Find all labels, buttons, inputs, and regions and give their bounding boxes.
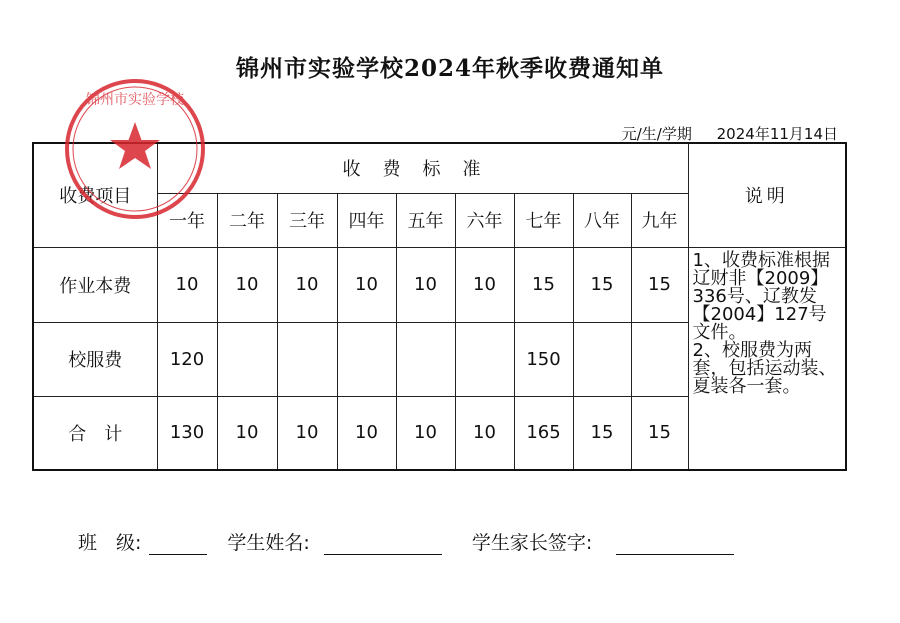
grade-header: 二年 xyxy=(217,193,277,247)
fee-cell xyxy=(573,322,631,396)
class-label: 班 级: xyxy=(78,532,142,554)
fee-cell: 15 xyxy=(514,247,573,322)
fee-cell: 120 xyxy=(157,322,217,396)
student-name-input-line[interactable] xyxy=(324,534,442,555)
fee-cell: 150 xyxy=(514,322,573,396)
grade-header: 七年 xyxy=(514,193,573,247)
student-name-label: 学生姓名: xyxy=(227,532,310,554)
date-label: 2024年11月14日 xyxy=(716,125,838,143)
fee-cell: 130 xyxy=(157,396,217,470)
parent-signature-label: 学生家长签字: xyxy=(471,532,593,554)
fee-cell: 10 xyxy=(455,396,514,470)
fee-cell xyxy=(217,322,277,396)
fee-cell: 10 xyxy=(396,247,455,322)
signature-footer xyxy=(78,528,734,555)
fee-cell xyxy=(455,322,514,396)
grade-header: 九年 xyxy=(631,193,688,247)
note-item: 2、校服费为两套，包括运动装、夏装各一套。 xyxy=(692,339,837,397)
fee-cell: 10 xyxy=(277,396,337,470)
grade-header: 一年 xyxy=(157,193,217,247)
fee-cell: 15 xyxy=(573,247,631,322)
grade-header: 五年 xyxy=(396,193,455,247)
row-label: 校服费 xyxy=(33,322,157,396)
fee-cell xyxy=(396,322,455,396)
table-row xyxy=(33,247,846,322)
seal-text: 锦州市实验学校 xyxy=(86,92,184,108)
fee-cell: 10 xyxy=(337,247,396,322)
grade-header: 六年 xyxy=(455,193,514,247)
grade-header: 四年 xyxy=(337,193,396,247)
fee-cell: 15 xyxy=(573,396,631,470)
fee-cell: 10 xyxy=(455,247,514,322)
standard-header: 收费标准 xyxy=(157,143,688,193)
fee-cell xyxy=(337,322,396,396)
class-input-line[interactable] xyxy=(149,534,207,555)
note-header: 说明 xyxy=(688,143,846,247)
page-title: 锦州市实验学校2024年秋季收费通知单 xyxy=(235,55,664,82)
fee-cell: 15 xyxy=(631,247,688,322)
header-meta xyxy=(602,123,838,144)
row-label: 合 计 xyxy=(33,396,157,470)
star-icon xyxy=(110,122,160,169)
grade-header: 三年 xyxy=(277,193,337,247)
row-label: 作业本费 xyxy=(33,247,157,322)
fee-cell: 10 xyxy=(217,396,277,470)
unit-label: 元/生/学期 xyxy=(621,125,692,143)
note-item: 1、收费标准根据辽财非【2009】336号、辽教发【2004】127号文件。 xyxy=(692,249,830,343)
grade-header: 八年 xyxy=(573,193,631,247)
fee-cell: 10 xyxy=(277,247,337,322)
fee-cell: 10 xyxy=(217,247,277,322)
item-header: 收费项目 xyxy=(33,143,157,247)
school-seal xyxy=(62,76,208,222)
fee-cell: 10 xyxy=(396,396,455,470)
fee-cell: 10 xyxy=(157,247,217,322)
fee-cell: 165 xyxy=(514,396,573,470)
fee-cell: 10 xyxy=(337,396,396,470)
notes-cell xyxy=(688,247,846,470)
fee-cell: 15 xyxy=(631,396,688,470)
parent-signature-input-line[interactable] xyxy=(616,534,734,555)
fee-cell xyxy=(631,322,688,396)
fee-cell xyxy=(277,322,337,396)
